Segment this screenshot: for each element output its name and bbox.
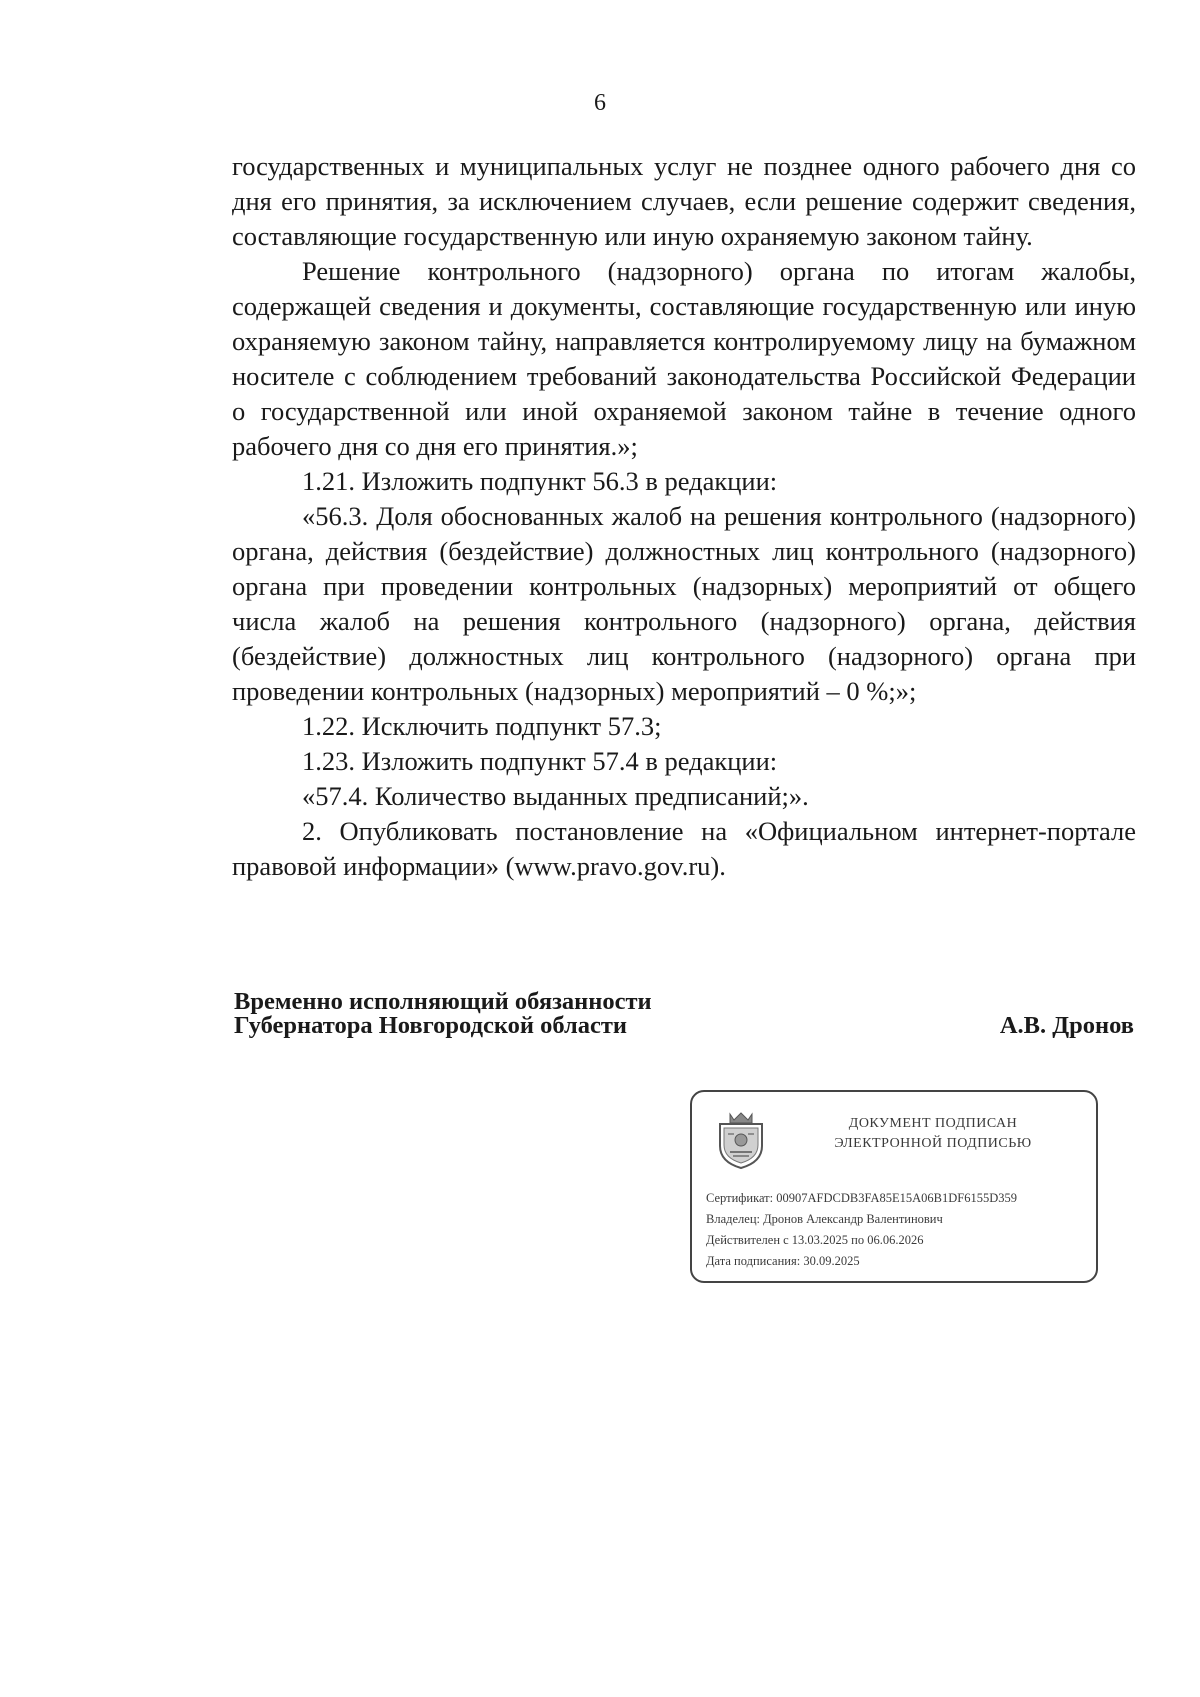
document-body (232, 149, 1136, 884)
stamp-title-line2: ЭЛЕКТРОННОЙ ПОДПИСЬЮ (834, 1136, 1032, 1151)
paragraph-item-1-21: 1.21. Изложить подпункт 56.3 в редакции: (302, 466, 778, 496)
signatory-position-line2: Губернатора Новгородской области (234, 1012, 628, 1039)
paragraph-item-1-23: 1.23. Изложить подпункт 57.4 в редакции: (302, 746, 778, 776)
electronic-signature-stamp (690, 1090, 1098, 1283)
stamp-title-line1: ДОКУМЕНТ ПОДПИСАН (848, 1116, 1018, 1131)
stamp-title (778, 1114, 1088, 1154)
paragraph-item-2: 2. Опубликовать постановление на «Официальном интернет-портале правовой информации» (www.pravo.gov.ru). (232, 816, 1136, 881)
paragraph-item-57-4: «57.4. Количество выданных предписаний;». (302, 781, 809, 811)
stamp-signed-date: Дата подписания: 30.09.2025 (706, 1254, 860, 1268)
coat-of-arms-icon (714, 1110, 768, 1170)
signatory-name: А.В. Дронов (999, 1012, 1134, 1039)
signatory-position-line1: Временно исполняющий обязанности (234, 988, 652, 1015)
stamp-certificate: Сертификат: 00907AFDCDB3FA85E15A06B1DF6155D359 (706, 1191, 1017, 1205)
paragraph-item-56-3: «56.3. Доля обоснованных жалоб на решения контрольного (надзорного) органа, действия (бездействие) должностных лиц контрольного (надзорного) органа при проведении контрольных (надзорных) мероприятий от общего числа жалоб на решения контрольного (надзорного) органа, действия (бездействие) должностных лиц контрольного (надзорного) органа при проведении контрольных (надзорных) мероприятий – 0 %;»; (232, 501, 1136, 706)
stamp-details (706, 1188, 1096, 1272)
paragraph-decision: Решение контрольного (надзорного) органа по итогам жалобы, содержащей сведения и документы, составляющие государственную или иную охраняемую законом тайну, направляется контролируемому лицу на бумажном носителе с соблюдением требований законодательства Российской Федерации о государственной или иной охраняемой законом тайне в течение одного рабочего дня со дня его принятия.»; (232, 256, 1136, 461)
signature-block (234, 990, 1134, 1038)
paragraph-continuation: государственных и муниципальных услуг не позднее одного рабочего дня со дня его принятия, за исключением случаев, если решение содержит сведения, составляющие государственную или иную охраняемую законом тайну. (232, 151, 1136, 251)
stamp-owner: Владелец: Дронов Александр Валентинович (706, 1212, 943, 1226)
stamp-validity: Действителен с 13.03.2025 по 06.06.2026 (706, 1233, 924, 1247)
paragraph-item-1-22: 1.22. Исключить подпункт 57.3; (302, 711, 662, 741)
page-number: 6 (594, 90, 606, 116)
